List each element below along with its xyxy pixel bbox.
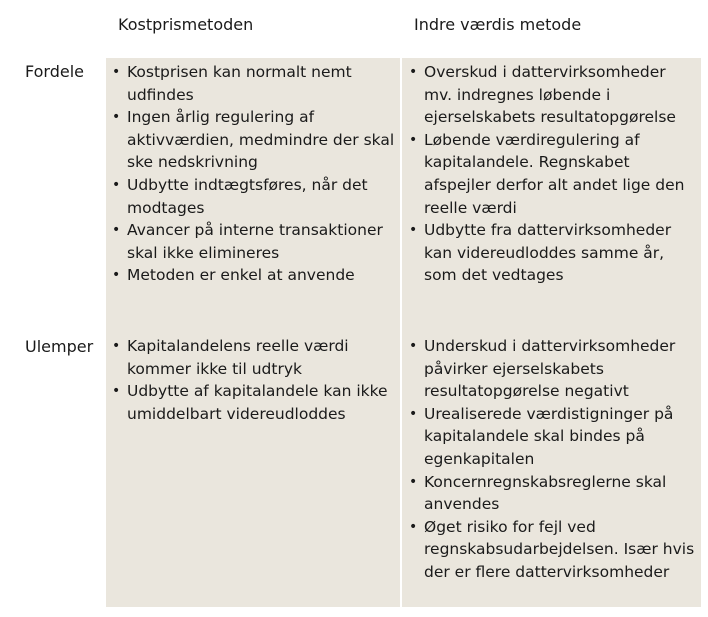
column-header-indre-vaerdis-metode: Indre værdis metode — [414, 15, 582, 34]
bullet-icon: • — [409, 473, 418, 490]
list-item — [409, 471, 699, 516]
list-item-text: Underskud i dattervirksomheder påvirker ejerselskabets resultatopgørelse negativt — [424, 337, 676, 401]
bullet-icon: • — [409, 518, 418, 535]
bullet-icon: • — [112, 338, 121, 354]
list-item-text: Urealiserede værdistigninger på kapitalandele skal bindes på egenkapitalen — [424, 404, 674, 468]
bullet-icon: • — [112, 64, 121, 80]
list-item-text: Overskud i dattervirksomheder mv. indregnes løbende i ejerselskabets resultatopgørelse — [424, 63, 676, 127]
ulemper-kostpris-list — [112, 335, 397, 425]
list-item — [409, 61, 699, 129]
list-item — [112, 61, 397, 106]
row-header-ulemper: Ulemper — [25, 337, 94, 356]
bullet-icon: • — [409, 64, 418, 80]
list-item — [112, 219, 397, 264]
bullet-icon: • — [112, 383, 121, 400]
fordele-indre-vaerdi-list — [409, 61, 699, 287]
list-item — [112, 174, 397, 219]
list-item — [112, 380, 397, 425]
bullet-icon: • — [409, 131, 418, 148]
list-item-text: Kostprisen kan normalt nemt udfindes — [127, 63, 352, 104]
list-item-text: Udbytte indtægtsføres, når det modtages — [127, 175, 368, 217]
list-item — [409, 129, 699, 219]
list-item-text: Øget risiko for fejl ved regnskabsudarbejdelsen. Især hvis der er flere dattervirksomheder — [424, 517, 695, 581]
list-item-text: Udbytte fra dattervirksomheder kan videreudloddes samme år, som det vedtages — [424, 221, 672, 285]
bullet-icon: • — [112, 109, 121, 126]
column-header-kostprismetoden: Kostprismetoden — [118, 15, 254, 34]
list-item-text: Løbende værdiregulering af kapitalandele. Regnskabet afspejler derfor alt andet lige den reelle værdi — [424, 130, 685, 217]
bullet-icon: • — [112, 222, 121, 239]
list-item — [112, 106, 397, 174]
list-item — [112, 335, 397, 380]
list-item — [409, 516, 699, 584]
bullet-icon: • — [112, 176, 121, 193]
bullet-icon: • — [409, 222, 418, 239]
list-item-text: Avancer på interne transaktioner skal ikke elimineres — [127, 221, 383, 262]
list-item — [409, 403, 699, 471]
list-item-text: Koncernregnskabsreglerne skal anvendes — [424, 472, 667, 514]
bullet-icon: • — [112, 267, 121, 284]
bullet-icon: • — [409, 338, 418, 354]
fordele-kostpris-list — [112, 61, 397, 287]
list-item-text: Kapitalandelens reelle værdi kommer ikke til udtryk — [127, 337, 349, 378]
column-divider — [400, 58, 402, 607]
list-item-text: Udbytte af kapitalandele kan ikke umiddelbart videreudloddes — [127, 382, 388, 423]
list-item-text: Metoden er enkel at anvende — [127, 266, 355, 285]
list-item — [112, 264, 397, 287]
row-header-fordele: Fordele — [25, 62, 85, 81]
list-item — [409, 335, 699, 403]
bullet-icon: • — [409, 405, 418, 422]
list-item-text: Ingen årlig regulering af aktivværdien, medmindre der skal ske nedskrivning — [127, 108, 395, 172]
list-item — [409, 219, 699, 287]
ulemper-indre-vaerdi-list — [409, 335, 699, 584]
